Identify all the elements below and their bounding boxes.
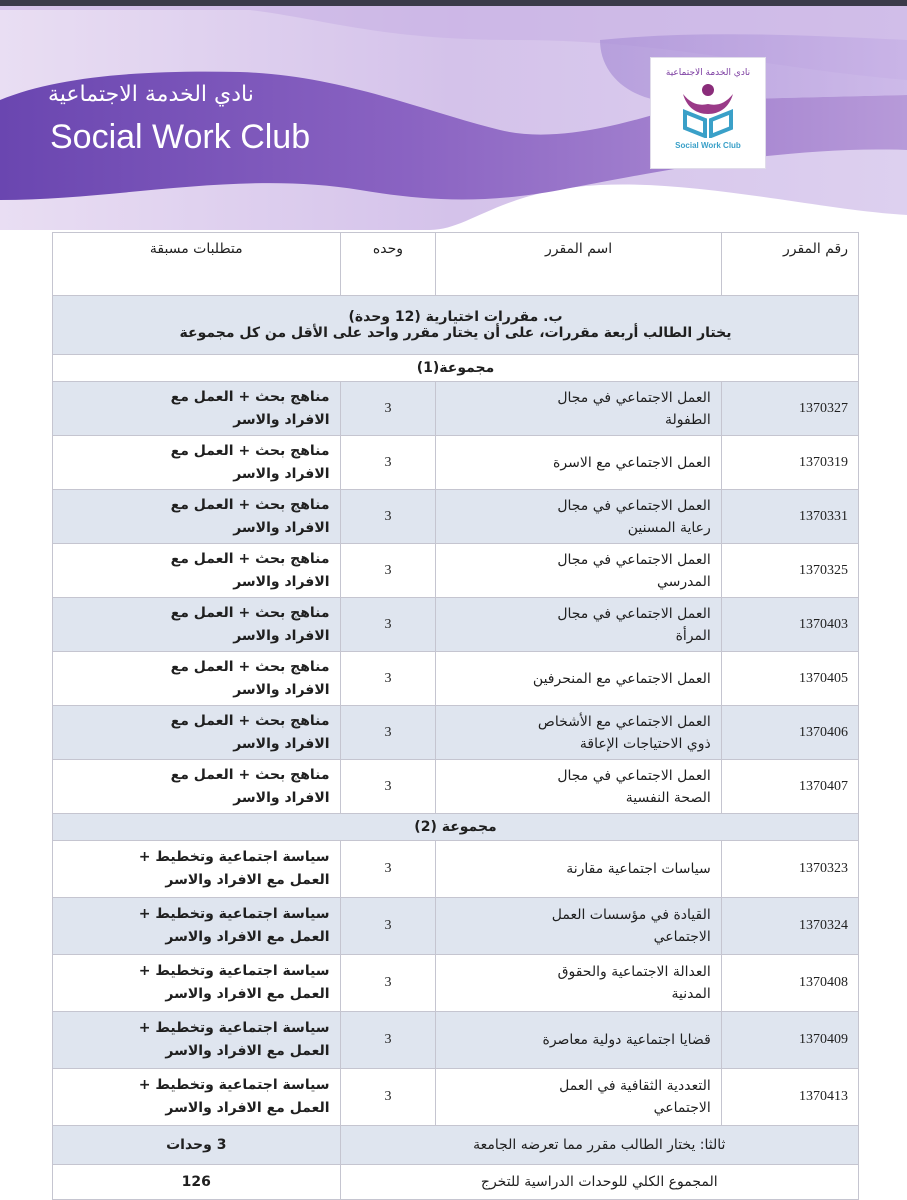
course-units: 3	[340, 760, 436, 814]
total-units-label: المجموع الكلي للوحدات الدراسية للتخرج	[340, 1165, 858, 1200]
course-name-line: القيادة في مؤسسات العمل	[551, 907, 711, 923]
course-units: 3	[340, 544, 436, 598]
section-row	[53, 296, 859, 355]
course-name	[436, 1012, 721, 1069]
prerequisite-line: مناهج بحث + العمل مع	[170, 550, 330, 567]
club-name-english: Social Work Club	[50, 118, 311, 156]
course-name-line: المدنية	[671, 986, 711, 1002]
course-name	[436, 598, 721, 652]
group-header-row	[53, 355, 859, 382]
course-code: 1370327	[721, 382, 858, 436]
course-name-line: التعددية الثقافية في العمل	[559, 1078, 711, 1094]
course-name	[436, 841, 721, 898]
course-units: 3	[340, 841, 436, 898]
course-code: 1370413	[721, 1069, 858, 1126]
total-units-row	[53, 1165, 859, 1200]
course-prerequisites	[53, 436, 341, 490]
course-name	[436, 760, 721, 814]
course-code: 1370409	[721, 1012, 858, 1069]
prerequisite-line: مناهج بحث + العمل مع	[170, 766, 330, 783]
course-name	[436, 706, 721, 760]
col-header-prerequisites: متطلبات مسبقة	[53, 233, 341, 296]
header-banner	[0, 0, 907, 230]
course-name-line: العمل الاجتماعي مع المنحرفين	[532, 670, 711, 687]
course-name	[436, 544, 721, 598]
course-name-line: الاجتماعي	[653, 929, 711, 945]
total-units-value: 126	[53, 1165, 341, 1200]
prerequisite-line: الافراد والاسر	[233, 627, 330, 644]
table-row	[53, 898, 859, 955]
course-prerequisites	[53, 598, 341, 652]
prerequisite-line: العمل مع الافراد والاسر	[165, 1043, 330, 1059]
course-prerequisites	[53, 898, 341, 955]
prerequisite-line: مناهج بحث + العمل مع	[170, 712, 330, 729]
course-units: 3	[340, 955, 436, 1012]
prerequisite-line: مناهج بحث + العمل مع	[170, 442, 330, 459]
course-prerequisites	[53, 652, 341, 706]
course-prerequisites	[53, 706, 341, 760]
col-header-name: اسم المقرر	[436, 233, 721, 296]
prerequisite-line: سياسة اجتماعية وتخطيط +	[138, 1020, 330, 1036]
prerequisite-line: مناهج بحث + العمل مع	[170, 604, 330, 621]
course-units: 3	[340, 1069, 436, 1126]
col-header-units: وحده	[340, 233, 436, 296]
course-units: 3	[340, 898, 436, 955]
course-prerequisites	[53, 760, 341, 814]
course-name-line: سياسات اجتماعية مقارنة	[566, 861, 711, 877]
section-note: يختار الطالب أربعة مقررات، على أن يختار مقرر واحد على الأقل من كل مجموعة	[179, 325, 732, 341]
course-name-line: الصحة النفسية	[625, 789, 711, 806]
course-prerequisites	[53, 490, 341, 544]
course-name	[436, 652, 721, 706]
course-name	[436, 1069, 721, 1126]
course-name-line: قضايا اجتماعية دولية معاصرة	[542, 1032, 711, 1048]
prerequisite-line: العمل مع الافراد والاسر	[165, 929, 330, 945]
prerequisite-line: الافراد والاسر	[233, 465, 330, 482]
prerequisite-line: مناهج بحث + العمل مع	[170, 658, 330, 675]
club-logo	[650, 57, 766, 169]
course-units: 3	[340, 652, 436, 706]
course-code: 1370405	[721, 652, 858, 706]
course-name-line: العمل الاجتماعي في مجال	[557, 389, 711, 406]
table-row	[53, 652, 859, 706]
table-row	[53, 598, 859, 652]
course-units: 3	[340, 436, 436, 490]
group-header-row	[53, 814, 859, 841]
course-name-line: ذوي الاحتياجات الإعاقة	[579, 735, 711, 752]
course-prerequisites	[53, 1069, 341, 1126]
course-name-line: الطفولة	[665, 411, 711, 428]
logo-text-arabic: نادي الخدمة الاجتماعية	[665, 68, 751, 78]
course-name-line: العدالة الاجتماعية والحقوق	[557, 964, 711, 980]
table-row	[53, 760, 859, 814]
course-name	[436, 955, 721, 1012]
course-units: 3	[340, 706, 436, 760]
col-header-code: رقم المقرر	[721, 233, 858, 296]
course-name	[436, 436, 721, 490]
course-name-line: رعاية المسنين	[627, 519, 711, 536]
course-code: 1370406	[721, 706, 858, 760]
course-code: 1370325	[721, 544, 858, 598]
course-code: 1370408	[721, 955, 858, 1012]
prerequisite-line: العمل مع الافراد والاسر	[165, 872, 330, 888]
table-row	[53, 955, 859, 1012]
course-prerequisites	[53, 382, 341, 436]
course-name	[436, 382, 721, 436]
prerequisite-line: سياسة اجتماعية وتخطيط +	[138, 963, 330, 979]
course-code: 1370407	[721, 760, 858, 814]
prerequisite-line: سياسة اجتماعية وتخطيط +	[138, 1077, 330, 1093]
course-code: 1370324	[721, 898, 858, 955]
prerequisite-line: مناهج بحث + العمل مع	[170, 388, 330, 405]
prerequisite-line: مناهج بحث + العمل مع	[170, 496, 330, 513]
table-row	[53, 382, 859, 436]
group-title: مجموعة (2)	[53, 814, 859, 841]
course-name	[436, 898, 721, 955]
prerequisite-line: سياسة اجتماعية وتخطيط +	[138, 849, 330, 865]
course-units: 3	[340, 598, 436, 652]
course-units: 3	[340, 382, 436, 436]
course-prerequisites	[53, 1012, 341, 1069]
elective-university-units: 3 وحدات	[53, 1126, 341, 1165]
prerequisite-line: سياسة اجتماعية وتخطيط +	[138, 906, 330, 922]
prerequisite-line: الافراد والاسر	[233, 519, 330, 536]
course-units: 3	[340, 1012, 436, 1069]
table-row	[53, 841, 859, 898]
course-code: 1370331	[721, 490, 858, 544]
course-name-line: الاجتماعي	[653, 1100, 711, 1116]
course-code: 1370319	[721, 436, 858, 490]
table-row	[53, 436, 859, 490]
club-name-arabic: نادي الخدمة الاجتماعية	[48, 82, 254, 107]
course-code: 1370403	[721, 598, 858, 652]
course-name-line: العمل الاجتماعي مع الأشخاص	[537, 713, 711, 730]
table-row	[53, 490, 859, 544]
elective-university-label: ثالثا: يختار الطالب مقرر مما تعرضه الجامعة	[340, 1126, 858, 1165]
table-row	[53, 1012, 859, 1069]
logo-text-english: Social Work Club	[675, 141, 741, 150]
course-name	[436, 490, 721, 544]
course-name-line: المرأة	[675, 627, 711, 644]
course-prerequisites	[53, 841, 341, 898]
course-name-line: العمل الاجتماعي مع الاسرة	[553, 454, 711, 471]
course-name-line: العمل الاجتماعي في مجال	[557, 605, 711, 622]
logo-emblem-icon	[677, 80, 739, 138]
prerequisite-line: الافراد والاسر	[233, 735, 330, 752]
table-row	[53, 706, 859, 760]
course-units: 3	[340, 490, 436, 544]
table-row	[53, 544, 859, 598]
prerequisite-line: الافراد والاسر	[233, 573, 330, 590]
table-header-row	[53, 233, 859, 296]
section-title: ب. مقررات اختيارية (12 وحدة)	[348, 309, 563, 325]
course-code: 1370323	[721, 841, 858, 898]
prerequisite-line: العمل مع الافراد والاسر	[165, 986, 330, 1002]
course-prerequisites	[53, 544, 341, 598]
course-name-line: العمل الاجتماعي في مجال	[557, 497, 711, 514]
elective-university-row	[53, 1126, 859, 1165]
prerequisite-line: الافراد والاسر	[233, 411, 330, 428]
course-name-line: العمل الاجتماعي في مجال	[557, 551, 711, 568]
prerequisite-line: الافراد والاسر	[233, 681, 330, 698]
course-name-line: العمل الاجتماعي في مجال	[557, 767, 711, 784]
course-prerequisites	[53, 955, 341, 1012]
prerequisite-line: العمل مع الافراد والاسر	[165, 1100, 330, 1116]
prerequisite-line: الافراد والاسر	[233, 789, 330, 806]
table-row	[53, 1069, 859, 1126]
course-name-line: المدرسي	[657, 573, 711, 590]
courses-table	[52, 232, 859, 1200]
group-title: مجموعة(1)	[53, 355, 859, 382]
